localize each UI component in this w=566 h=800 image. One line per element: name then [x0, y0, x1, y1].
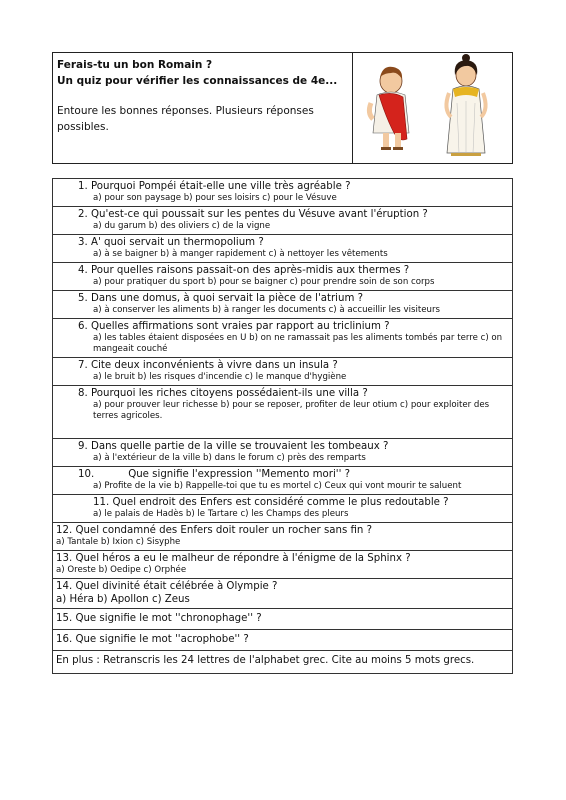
question-number: 15.	[56, 613, 73, 624]
question-15	[52, 609, 513, 630]
question-number: 13.	[56, 553, 73, 564]
question-answers: a) pour son paysage b) pour ses loisirs c) pour le Vésuve	[93, 193, 337, 203]
extra-task	[52, 651, 513, 674]
question-answers: a) Oreste b) Oedipe c) Orphée	[56, 565, 187, 575]
question-answers: a) pour pratiquer du sport b) pour se baigner c) pour prendre soin de son corps	[93, 277, 435, 287]
question-2	[52, 207, 513, 235]
question-7	[52, 358, 513, 386]
question-12	[52, 523, 513, 551]
question-1	[52, 178, 513, 207]
question-answers: a) Héra b) Apollon c) Zeus	[56, 594, 190, 605]
question-number: 7.	[78, 360, 88, 371]
extra-task-text: En plus : Retranscris les 24 lettres de l'alphabet grec. Cite au moins 5 mots grecs.	[56, 655, 475, 666]
quiz-subtitle: Un quiz pour vérifier les connaissances de 4e...	[57, 75, 338, 87]
question-11	[52, 495, 513, 523]
question-text: Qu'est-ce qui poussait sur les pentes du Vésuve avant l'éruption ?	[90, 209, 428, 220]
question-answers: a) du garum b) des oliviers c) de la vigne	[93, 221, 271, 231]
question-answers: a) à conserver les aliments b) à ranger les documents c) à accueillir les visiteurs	[93, 305, 440, 315]
question-number: 2.	[78, 209, 88, 220]
question-text: Dans quelle partie de la ville se trouvaient les tombeaux ?	[90, 441, 389, 452]
question-text: Dans une domus, à quoi servait la pièce de l'atrium ?	[90, 293, 364, 304]
question-answers: a) le bruit b) les risques d'incendie c) le manque d'hygiène	[93, 372, 347, 382]
question-answers: a) à l'extérieur de la ville b) dans le forum c) près des remparts	[93, 453, 366, 463]
question-text: Que signifie l'expression ''Memento mori'' ?	[128, 469, 351, 480]
question-number: 10.	[78, 469, 95, 480]
quiz-table	[52, 178, 513, 674]
question-number: 14.	[56, 581, 73, 592]
question-9	[52, 439, 513, 467]
question-text: Pourquoi Pompéi était-elle une ville très agréable ?	[90, 181, 351, 192]
question-text: Quel condamné des Enfers doit rouler un rocher sans fin ?	[75, 525, 373, 536]
header-illustration-cell	[353, 53, 512, 163]
header-text-cell	[53, 53, 353, 163]
question-text: Quel héros a eu le malheur de répondre à l'énigme de la Sphinx ?	[75, 553, 411, 564]
question-5	[52, 291, 513, 319]
quiz-title: Ferais-tu un bon Romain ?	[57, 59, 213, 71]
question-answers: a) les tables étaient disposées en U b) on ne ramassait pas les aliments tombés par terre c) on mangeait couché	[93, 333, 503, 354]
romans-illustration	[353, 53, 512, 163]
question-text: Quel divinité était célébrée à Olympie ?	[75, 581, 278, 592]
question-number: 11.	[93, 497, 110, 508]
question-number: 3.	[78, 237, 88, 248]
question-16	[52, 630, 513, 651]
question-number: 4.	[78, 265, 88, 276]
question-answers: a) Profite de la vie b) Rappelle-toi que tu es mortel c) Ceux qui vont mourir te saluent	[93, 481, 462, 491]
question-13	[52, 551, 513, 579]
instructions: Entoure les bonnes réponses. Plusieurs réponses possibles.	[57, 105, 314, 133]
question-number: 16.	[56, 634, 73, 645]
question-number: 9.	[78, 441, 88, 452]
question-10	[52, 467, 513, 495]
question-text: Pourquoi les riches citoyens possédaient-ils une villa ?	[90, 388, 368, 399]
question-14	[52, 579, 513, 609]
roman-woman-figure	[446, 54, 485, 156]
question-8	[52, 386, 513, 439]
question-text: Quelles affirmations sont vraies par rapport au triclinium ?	[90, 321, 390, 332]
question-number: 12.	[56, 525, 73, 536]
question-answers: a) à se baigner b) à manger rapidement c) à nettoyer les vêtements	[93, 249, 388, 259]
question-number: 5.	[78, 293, 88, 304]
question-answers: a) pour prouver leur richesse b) pour se reposer, profiter de leur otium c) pour exploiter des terres agricoles.	[93, 400, 490, 421]
question-3	[52, 235, 513, 263]
question-text: Cite deux inconvénients à vivre dans un insula ?	[90, 360, 338, 371]
header-box	[52, 52, 513, 164]
question-answers: a) le palais de Hadès b) le Tartare c) les Champs des pleurs	[93, 509, 349, 519]
question-number: 8.	[78, 388, 88, 399]
question-answers: a) Tantale b) Ixion c) Sisyphe	[56, 537, 181, 547]
question-4	[52, 263, 513, 291]
roman-man-figure	[369, 67, 409, 150]
question-text: Quel endroit des Enfers est considéré comme le plus redoutable ?	[112, 497, 449, 508]
question-number: 6.	[78, 321, 88, 332]
question-text: Que signifie le mot ''acrophobe'' ?	[75, 634, 249, 645]
question-text: A' quoi servait un thermopolium ?	[90, 237, 264, 248]
question-text: Pour quelles raisons passait-on des après-midis aux thermes ?	[90, 265, 410, 276]
question-number: 1.	[78, 181, 88, 192]
question-text: Que signifie le mot ''chronophage'' ?	[75, 613, 262, 624]
question-6	[52, 319, 513, 358]
